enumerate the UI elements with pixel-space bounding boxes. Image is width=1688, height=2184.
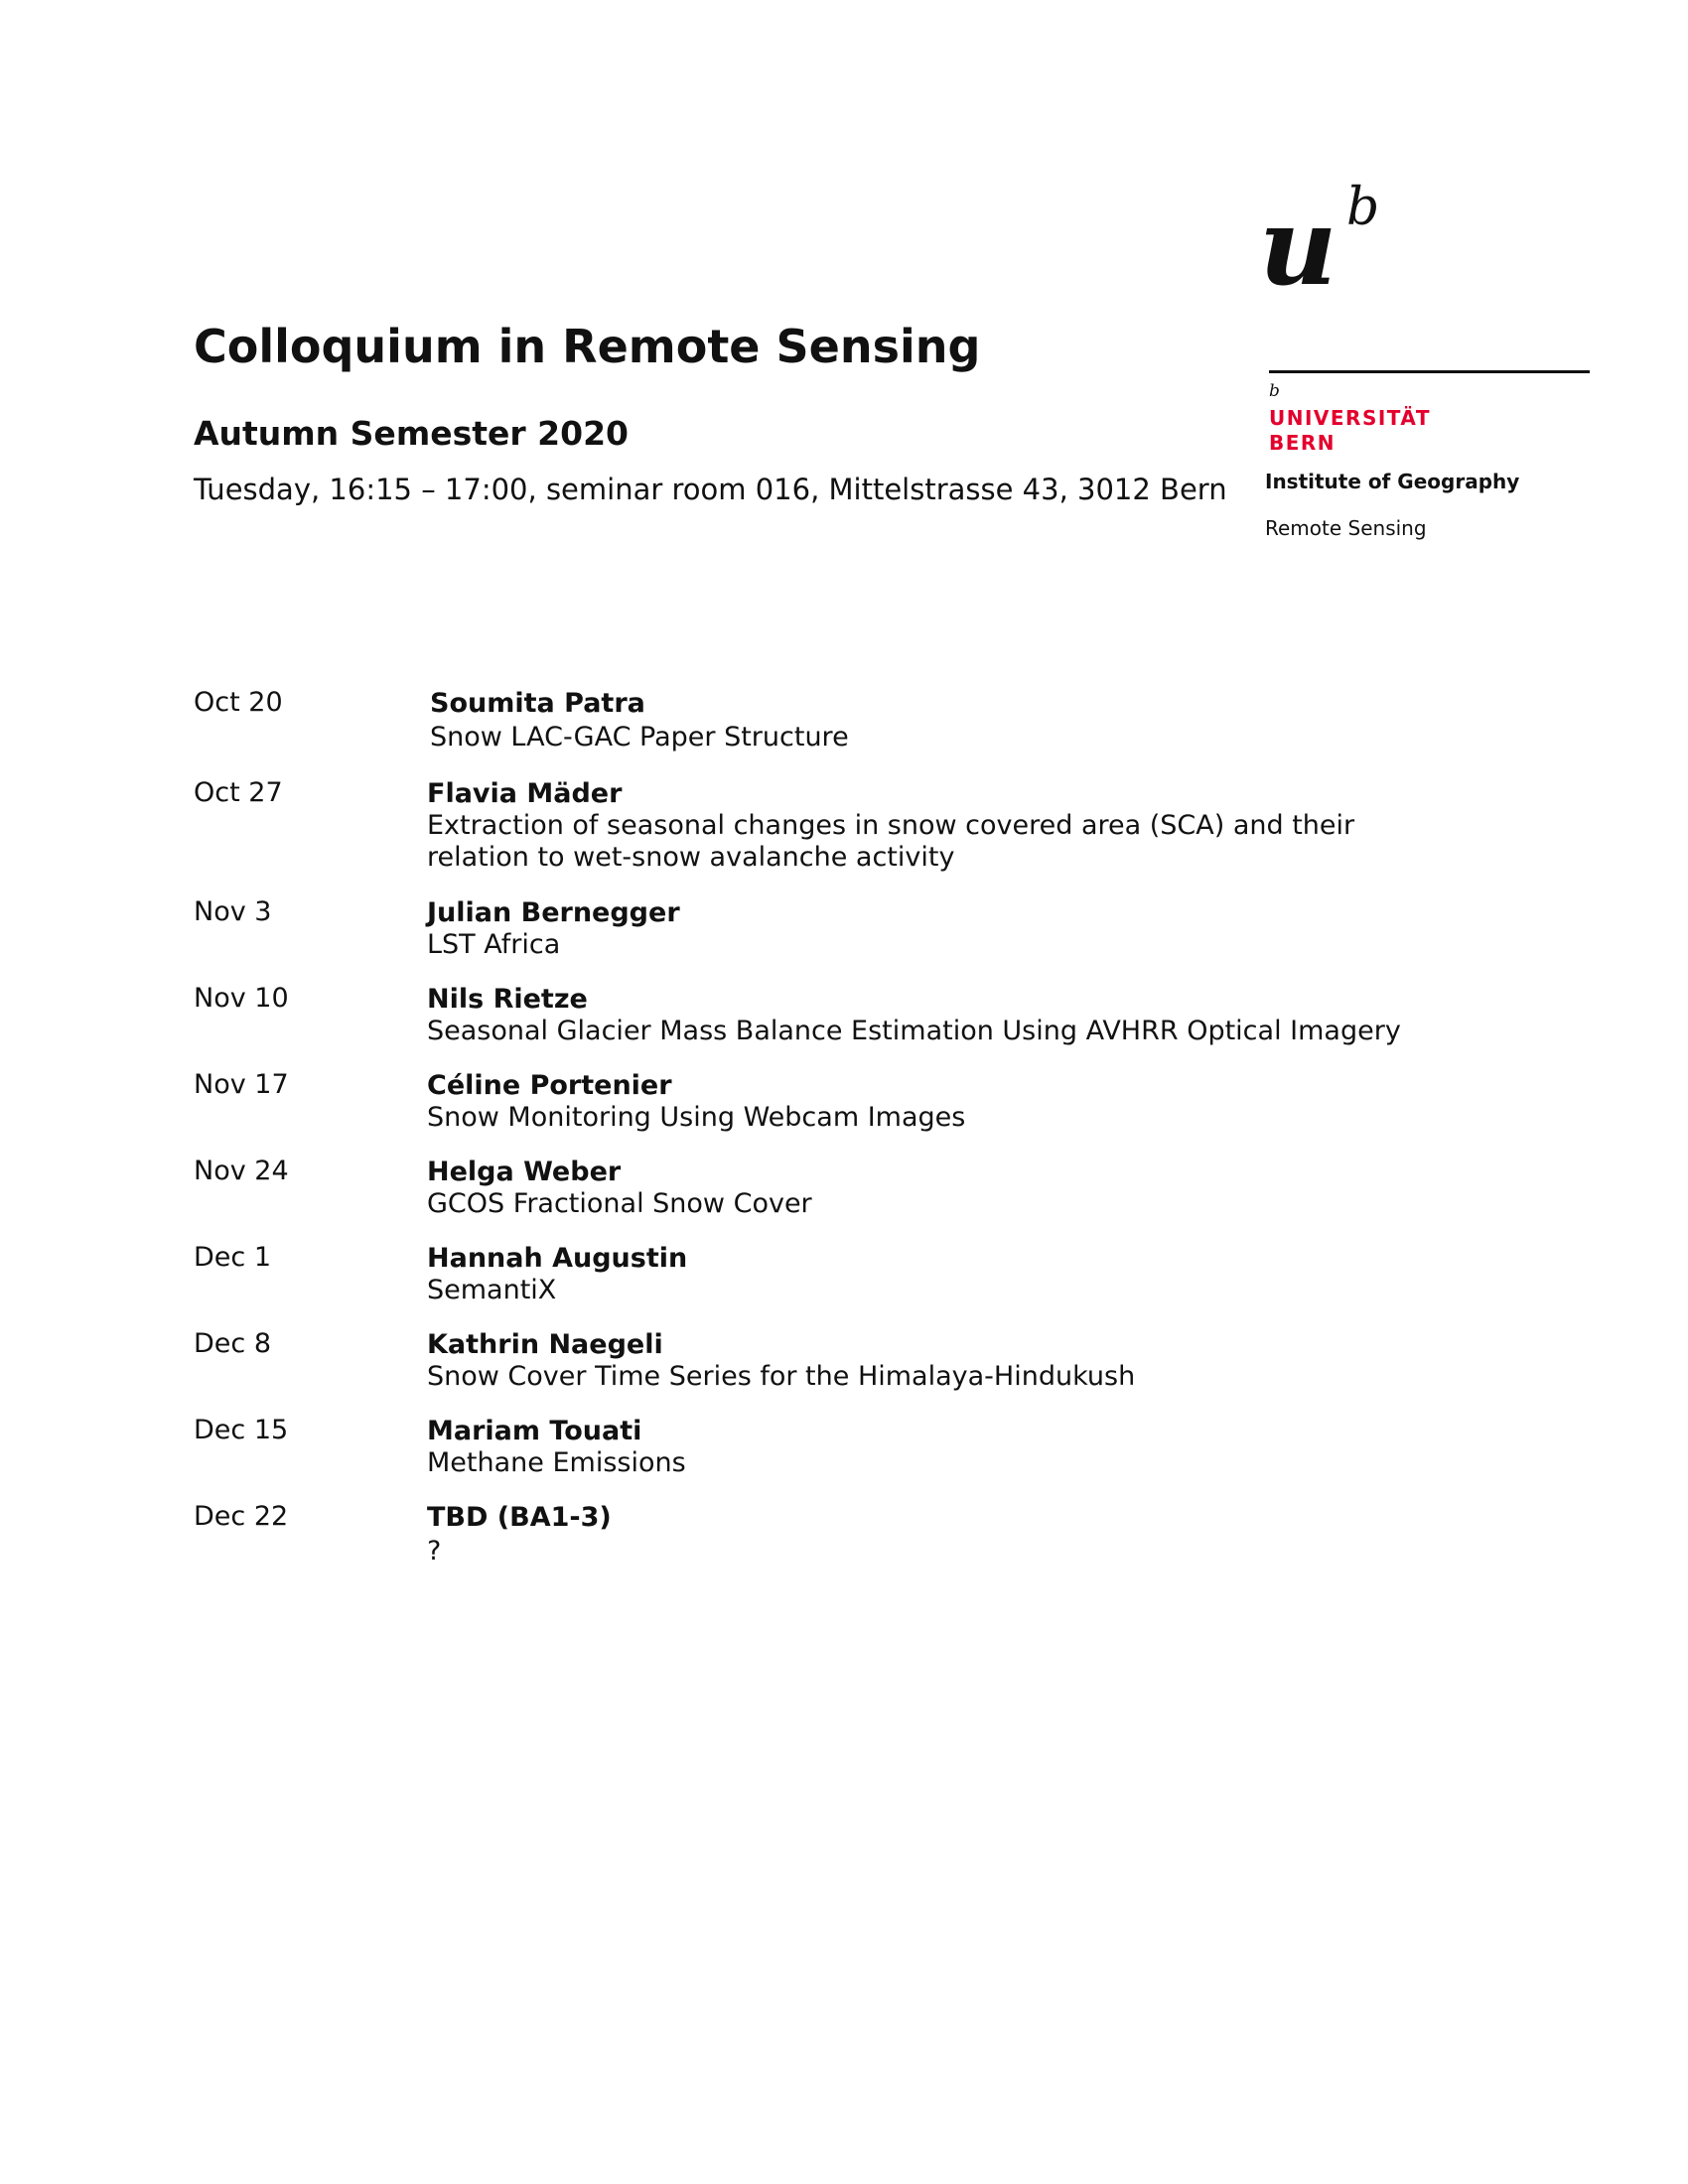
session-date: Oct 27 bbox=[194, 777, 283, 808]
session-entry bbox=[430, 687, 1463, 753]
session-entry bbox=[427, 777, 1460, 874]
page-title: Colloquium in Remote Sensing bbox=[194, 320, 981, 373]
institute-name: Institute of Geography bbox=[1265, 470, 1520, 493]
session-entry bbox=[427, 1069, 1460, 1134]
talk-topic: GCOS Fractional Snow Cover bbox=[427, 1188, 812, 1219]
speaker-name: TBD (BA1-3) bbox=[427, 1502, 612, 1533]
talk-topic: Methane Emissions bbox=[427, 1447, 686, 1478]
session-date: Nov 24 bbox=[194, 1156, 289, 1186]
university-name-line1: UNIVERSITÄT bbox=[1269, 406, 1431, 430]
semester-heading: Autumn Semester 2020 bbox=[194, 414, 629, 453]
session-date: Oct 20 bbox=[194, 687, 283, 718]
session-date: Nov 17 bbox=[194, 1069, 289, 1100]
session-date: Dec 8 bbox=[194, 1328, 272, 1359]
talk-topic: ? bbox=[427, 1536, 442, 1567]
speaker-name: Soumita Patra bbox=[430, 688, 645, 719]
session-entry bbox=[427, 896, 1460, 961]
talk-topic: Snow LAC-GAC Paper Structure bbox=[430, 722, 849, 752]
logo-b-glyph: b bbox=[1346, 178, 1380, 237]
talk-topic: SemantiX bbox=[427, 1275, 557, 1305]
session-entry bbox=[427, 1415, 1460, 1479]
session-date: Dec 1 bbox=[194, 1242, 272, 1273]
speaker-name: Flavia Mäder bbox=[427, 778, 623, 809]
logo-small-b-glyph: b bbox=[1269, 381, 1280, 401]
session-date: Dec 15 bbox=[194, 1415, 289, 1445]
division-name: Remote Sensing bbox=[1265, 516, 1427, 540]
session-date: Nov 3 bbox=[194, 896, 272, 927]
session-entry bbox=[427, 1242, 1460, 1306]
university-name-line2: BERN bbox=[1269, 431, 1336, 455]
session-date: Dec 22 bbox=[194, 1501, 289, 1532]
session-entry bbox=[427, 1328, 1460, 1393]
speaker-name: Mariam Touati bbox=[427, 1416, 642, 1446]
speaker-name: Helga Weber bbox=[427, 1157, 622, 1187]
session-entry bbox=[427, 1156, 1460, 1220]
session-entry bbox=[427, 983, 1460, 1047]
speaker-name: Hannah Augustin bbox=[427, 1243, 688, 1274]
session-entry bbox=[427, 1501, 1460, 1568]
speaker-name: Kathrin Naegeli bbox=[427, 1329, 663, 1360]
talk-topic: Extraction of seasonal changes in snow covered area (SCA) and their relation to wet-snow avalanche activity bbox=[427, 810, 1355, 873]
talk-topic: Snow Monitoring Using Webcam Images bbox=[427, 1102, 966, 1133]
session-details: Tuesday, 16:15 – 17:00, seminar room 016, Mittelstrasse 43, 3012 Bern bbox=[194, 473, 1227, 506]
speaker-name: Julian Bernegger bbox=[427, 897, 680, 928]
talk-topic: LST Africa bbox=[427, 929, 561, 960]
talk-topic: Snow Cover Time Series for the Himalaya-Hindukush bbox=[427, 1361, 1136, 1392]
speaker-name: Nils Rietze bbox=[427, 984, 588, 1015]
speaker-name: Céline Portenier bbox=[427, 1070, 672, 1101]
logo-u-glyph: u bbox=[1259, 185, 1337, 310]
talk-topic: Seasonal Glacier Mass Balance Estimation Using AVHRR Optical Imagery bbox=[427, 1016, 1401, 1046]
session-date: Nov 10 bbox=[194, 983, 289, 1014]
